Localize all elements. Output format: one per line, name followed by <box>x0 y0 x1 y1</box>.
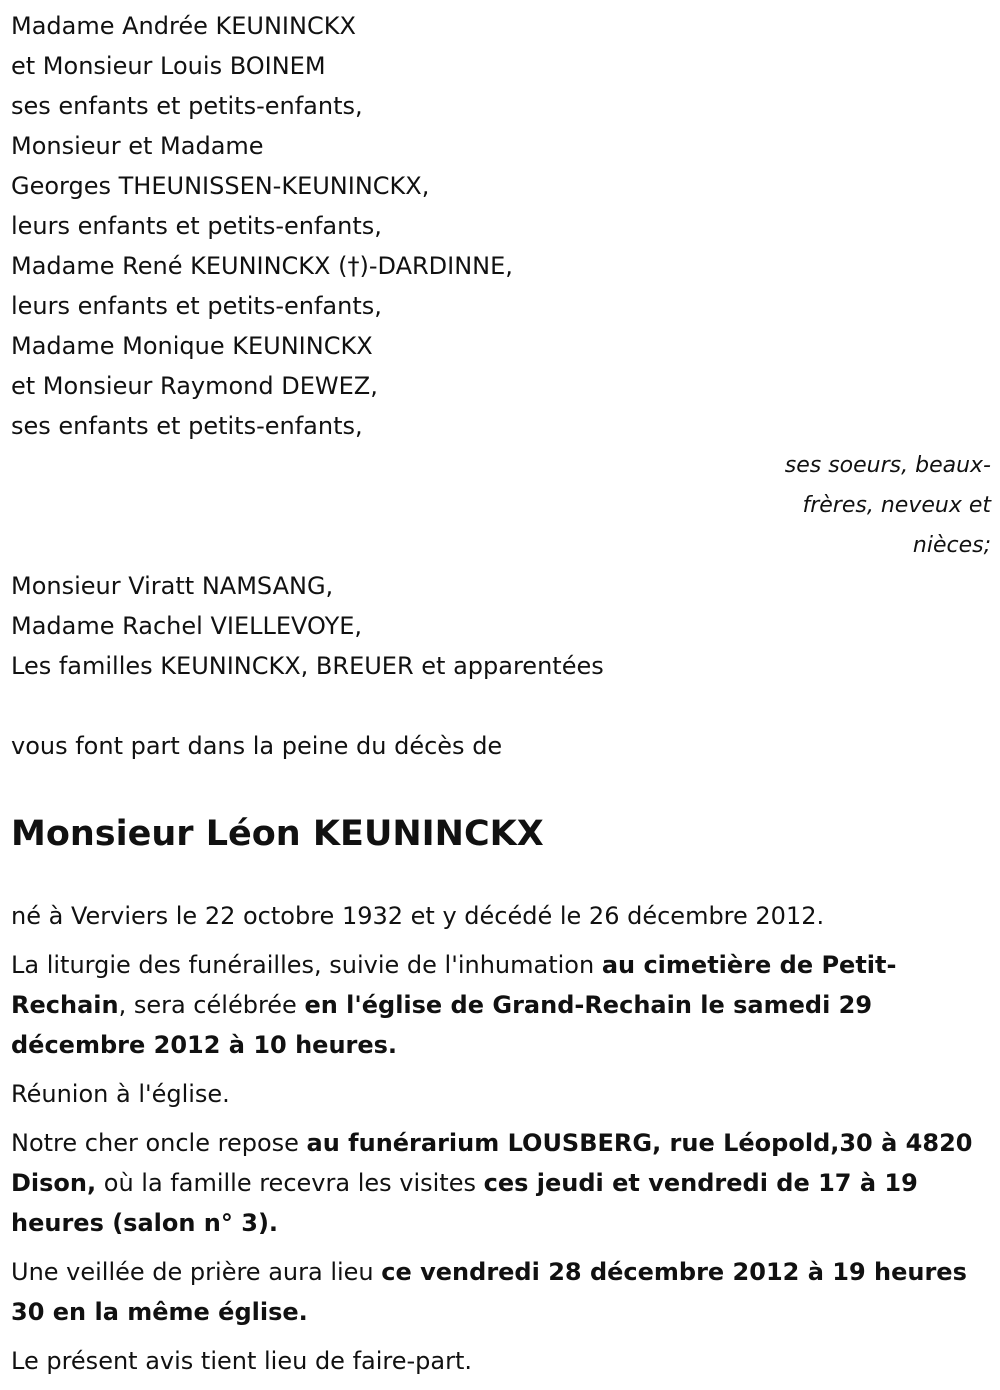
rest-text: Notre cher oncle repose <box>11 1129 307 1157</box>
funeral-text: , sera célébrée <box>118 991 305 1019</box>
relatives-italic <box>751 446 991 566</box>
vigil-info <box>11 1252 996 1332</box>
mourner-line: Les familles KEUNINCKX, BREUER et apparentées <box>11 652 604 680</box>
deceased-name: Monsieur Léon KEUNINCKX <box>11 814 544 854</box>
family-line: et Monsieur Raymond DEWEZ, <box>11 372 378 400</box>
family-line-rene <box>11 246 991 286</box>
funeral-text: La liturgie des funérailles, suivie de l'inhumation <box>11 951 602 979</box>
church-date: en l'église de Grand-Rechain le samedi 29 décembre 2012 à 10 heures. <box>11 991 873 1059</box>
family-line: et Monsieur Louis BOINEM <box>11 52 326 80</box>
announcement: vous font part dans la peine du décès de <box>11 732 503 760</box>
vigil-text: Une veillée de prière aura lieu <box>11 1258 382 1286</box>
family-line: Monsieur et Madame <box>11 132 264 160</box>
vigil-date: ce vendredi 28 décembre 2012 à 19 heures 30 en la même église. <box>11 1258 967 1326</box>
birth-death: né à Verviers le 22 octobre 1932 et y décédé le 26 décembre 2012. <box>11 902 825 930</box>
family-line: Madame Andrée KEUNINCKX <box>11 12 356 40</box>
cemetery: au cimetière de Petit-Rechain <box>11 951 897 1019</box>
family-line: ses enfants et petits-enfants, <box>11 92 363 120</box>
rene-suffix: )-DARDINNE, <box>359 252 513 280</box>
cross-icon: † <box>347 252 360 280</box>
death-notice <box>11 6 991 1390</box>
reunion: Réunion à l'église. <box>11 1080 230 1108</box>
visiting-hours: ces jeudi et vendredi de 17 à 19 heures (salon n° 3). <box>11 1169 918 1237</box>
other-mourners <box>11 566 991 686</box>
funerarium: au funérarium LOUSBERG, rue Léopold,30 à 4820 Dison, <box>11 1129 973 1197</box>
closing: Le présent avis tient lieu de faire-part. <box>11 1347 473 1375</box>
rest-text: où la famille recevra les visites <box>96 1169 484 1197</box>
family-line: Madame Monique KEUNINCKX <box>11 332 373 360</box>
italic-line: nièces; <box>912 533 991 558</box>
family-list <box>11 6 991 446</box>
rene-prefix: Madame René KEUNINCKX ( <box>11 252 348 280</box>
family-line: leurs enfants et petits-enfants, <box>11 292 382 320</box>
mourner-line: Madame Rachel VIELLEVOYE, <box>11 612 363 640</box>
italic-line: ses soeurs, beaux- <box>784 453 991 478</box>
mourner-line: Monsieur Viratt NAMSANG, <box>11 572 334 600</box>
family-line: Georges THEUNISSEN-KEUNINCKX, <box>11 172 430 200</box>
italic-line: frères, neveux et <box>802 493 991 518</box>
family-line: ses enfants et petits-enfants, <box>11 412 363 440</box>
rest-info <box>11 1123 996 1243</box>
funeral-info <box>11 945 996 1065</box>
family-line: leurs enfants et petits-enfants, <box>11 212 382 240</box>
